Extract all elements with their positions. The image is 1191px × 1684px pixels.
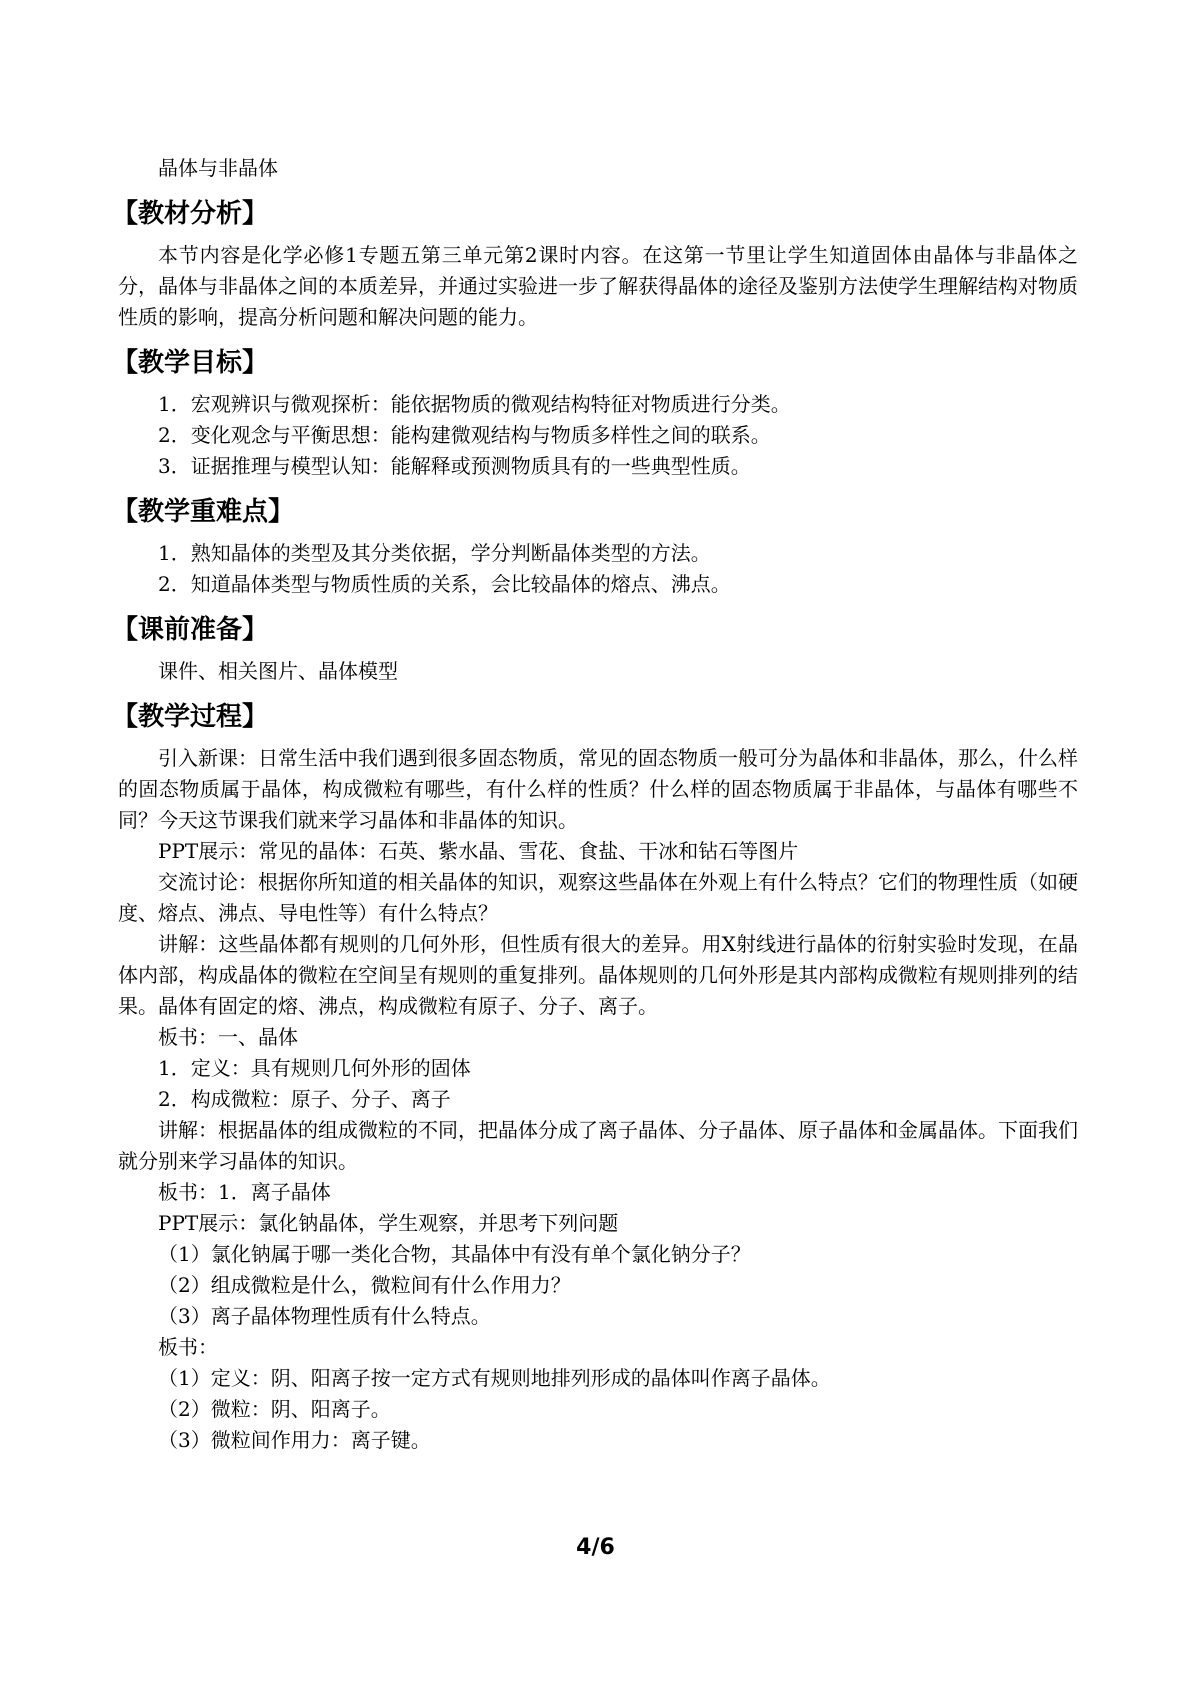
process-paragraph: PPT展示：氯化钠晶体，学生观察，并思考下列问题 <box>158 1211 619 1235</box>
process-paragraph: （2）微粒：阴、阳离子。 <box>158 1397 391 1421</box>
section-heading-goals: 【教学目标】 <box>112 348 269 378</box>
process-paragraph: （3）离子晶体物理性质有什么特点。 <box>158 1304 491 1328</box>
section-heading-key-points: 【教学重难点】 <box>112 497 295 527</box>
section-heading-prep: 【课前准备】 <box>112 615 269 645</box>
key-point-item-1: 1．熟知晶体的类型及其分类依据，学分判断晶体类型的方法。 <box>158 541 711 565</box>
goal-item-1: 1．宏观辨识与微观探析：能依据物质的微观结构特征对物质进行分类。 <box>158 392 791 416</box>
process-paragraph: （1）氯化钠属于哪一类化合物，其晶体中有没有单个氯化钠分子？ <box>158 1242 751 1266</box>
process-paragraph: 2．构成微粒：原子、分子、离子 <box>158 1087 451 1111</box>
process-paragraph: （2）组成微粒是什么，微粒间有什么作用力？ <box>158 1273 571 1297</box>
document-title: 晶体与非晶体 <box>158 156 278 180</box>
goal-item-3: 3．证据推理与模型认知：能解释或预测物质具有的一些典型性质。 <box>158 454 751 478</box>
process-paragraph: 讲解：根据晶体的组成微粒的不同，把晶体分成了离子晶体、分子晶体、原子晶体和金属晶体。下面我们就分别来学习晶体的知识。 <box>118 1118 1078 1173</box>
process-paragraph: 讲解：这些晶体都有规则的几何外形，但性质有很大的差异。用X射线进行晶体的衍射实验时发现，在晶体内部，构成晶体的微粒在空间呈有规则的重复排列。晶体规则的几何外形是其内部构成微粒有规则排列的结果。晶体有固定的熔、沸点，构成微粒有原子、分子、离子。 <box>118 932 1078 1018</box>
section-heading-analysis: 【教材分析】 <box>112 199 269 229</box>
prep-text: 课件、相关图片、晶体模型 <box>158 659 398 683</box>
goal-item-2: 2．变化观念与平衡思想：能构建微观结构与物质多样性之间的联系。 <box>158 423 771 447</box>
process-paragraph: （1）定义：阴、阳离子按一定方式有规则地排列形成的晶体叫作离子晶体。 <box>158 1366 831 1390</box>
process-paragraph: 板书：1．离子晶体 <box>158 1180 331 1204</box>
process-paragraph: PPT展示：常见的晶体：石英、紫水晶、雪花、食盐、干冰和钻石等图片 <box>158 839 799 863</box>
process-paragraph: 引入新课：日常生活中我们遇到很多固态物质，常见的固态物质一般可分为晶体和非晶体，那么，什么样的固态物质属于晶体，构成微粒有哪些，有什么样的性质？什么样的固态物质属于非晶体，与晶体有哪些不同？今天这节课我们就来学习晶体和非晶体的知识。 <box>118 746 1078 832</box>
document-body <box>112 152 1078 1456</box>
section-heading-process: 【教学过程】 <box>112 702 269 732</box>
process-paragraph: （3）微粒间作用力：离子键。 <box>158 1428 431 1452</box>
process-paragraph: 1．定义：具有规则几何外形的固体 <box>158 1056 471 1080</box>
process-paragraph: 板书： <box>158 1335 218 1359</box>
key-point-item-2: 2．知道晶体类型与物质性质的关系，会比较晶体的熔点、沸点。 <box>158 572 731 596</box>
process-paragraph: 板书：一、晶体 <box>158 1025 298 1049</box>
process-paragraph: 交流讨论：根据你所知道的相关晶体的知识，观察这些晶体在外观上有什么特点？它们的物理性质（如硬度、熔点、沸点、导电性等）有什么特点？ <box>118 870 1078 925</box>
analysis-text: 本节内容是化学必修1专题五第三单元第2课时内容。在这第一节里让学生知道固体由晶体与非晶体之分，晶体与非晶体之间的本质差异，并通过实验进一步了解获得晶体的途径及鉴别方法使学生理解结构对物质性质的影响，提高分析问题和解决问题的能力。 <box>118 243 1078 329</box>
page-number: 4/6 <box>576 1535 615 1560</box>
